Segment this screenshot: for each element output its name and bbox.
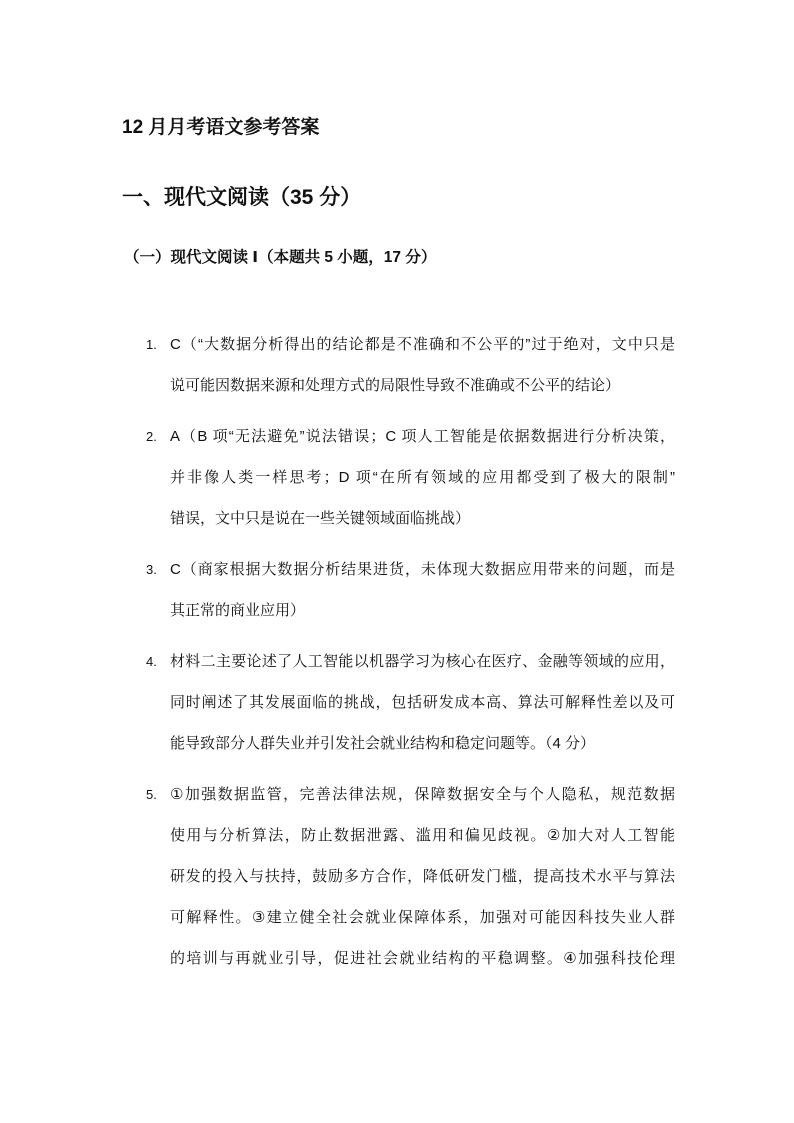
answer-line: C（商家根据大数据分析结果进货，未体现大数据应用带来的问题，而是: [170, 561, 675, 578]
answer-line: 其正常的商业应用）: [170, 602, 306, 619]
answer-line: 同时阐述了其发展面临的挑战，包括研发成本高、算法可解释性差以及可: [170, 694, 675, 711]
answer-number: 3.: [146, 562, 157, 577]
answer-number: 5.: [146, 787, 157, 802]
answer-line: 说可能因数据来源和处理方式的局限性导致不准确或不公平的结论）: [170, 377, 621, 394]
answer-line: 并非像人类一样思考；D 项“在所有领域的应用都受到了极大的限制”: [170, 469, 675, 486]
answer-item-3: [0, 549, 794, 631]
answer-line: 的培训与再就业引导，促进社会就业结构的平稳调整。④加强科技伦理: [170, 950, 675, 967]
answer-number: 4.: [146, 654, 157, 669]
answer-line: ①加强数据监管，完善法律法规，保障数据安全与个人隐私，规范数据: [170, 786, 675, 803]
answer-line: 错误，文中只是说在一些关键领域面临挑战）: [170, 510, 471, 527]
answer-number: 1.: [146, 337, 157, 352]
answer-item-4: [0, 641, 794, 764]
answer-item-1: [0, 324, 794, 406]
answer-line: 材料二主要论述了人工智能以机器学习为核心在医疗、金融等领域的应用，: [170, 653, 675, 670]
section-heading: 一、现代文阅读（35 分）: [122, 186, 362, 209]
answer-line: A（B 项“无法避免”说法错误；C 项人工智能是依据数据进行分析决策，: [170, 428, 675, 445]
answer-line: 能导致部分人群失业并引发社会就业结构和稳定问题等。（4 分）: [170, 735, 596, 752]
subsection-heading: （一）现代文阅读 Ⅰ（本题共 5 小题，17 分）: [124, 249, 437, 266]
answer-line: 使用与分析算法，防止数据泄露、滥用和偏见歧视。②加大对人工智能: [170, 827, 675, 844]
answer-item-2: [0, 416, 794, 539]
answer-list: [0, 324, 794, 989]
answer-line: 研发的投入与扶持，鼓励多方合作，降低研发门槛，提高技术水平与算法: [170, 868, 675, 885]
answer-item-5: [0, 774, 794, 979]
answer-line: 可解释性。③建立健全社会就业保障体系，加强对可能因科技失业人群: [170, 909, 675, 926]
document-title: 12 月月考语文参考答案: [122, 117, 320, 138]
answer-line: C（“大数据分析得出的结论都是不准确和不公平的”过于绝对，文中只是: [170, 336, 675, 353]
answer-number: 2.: [146, 429, 157, 444]
